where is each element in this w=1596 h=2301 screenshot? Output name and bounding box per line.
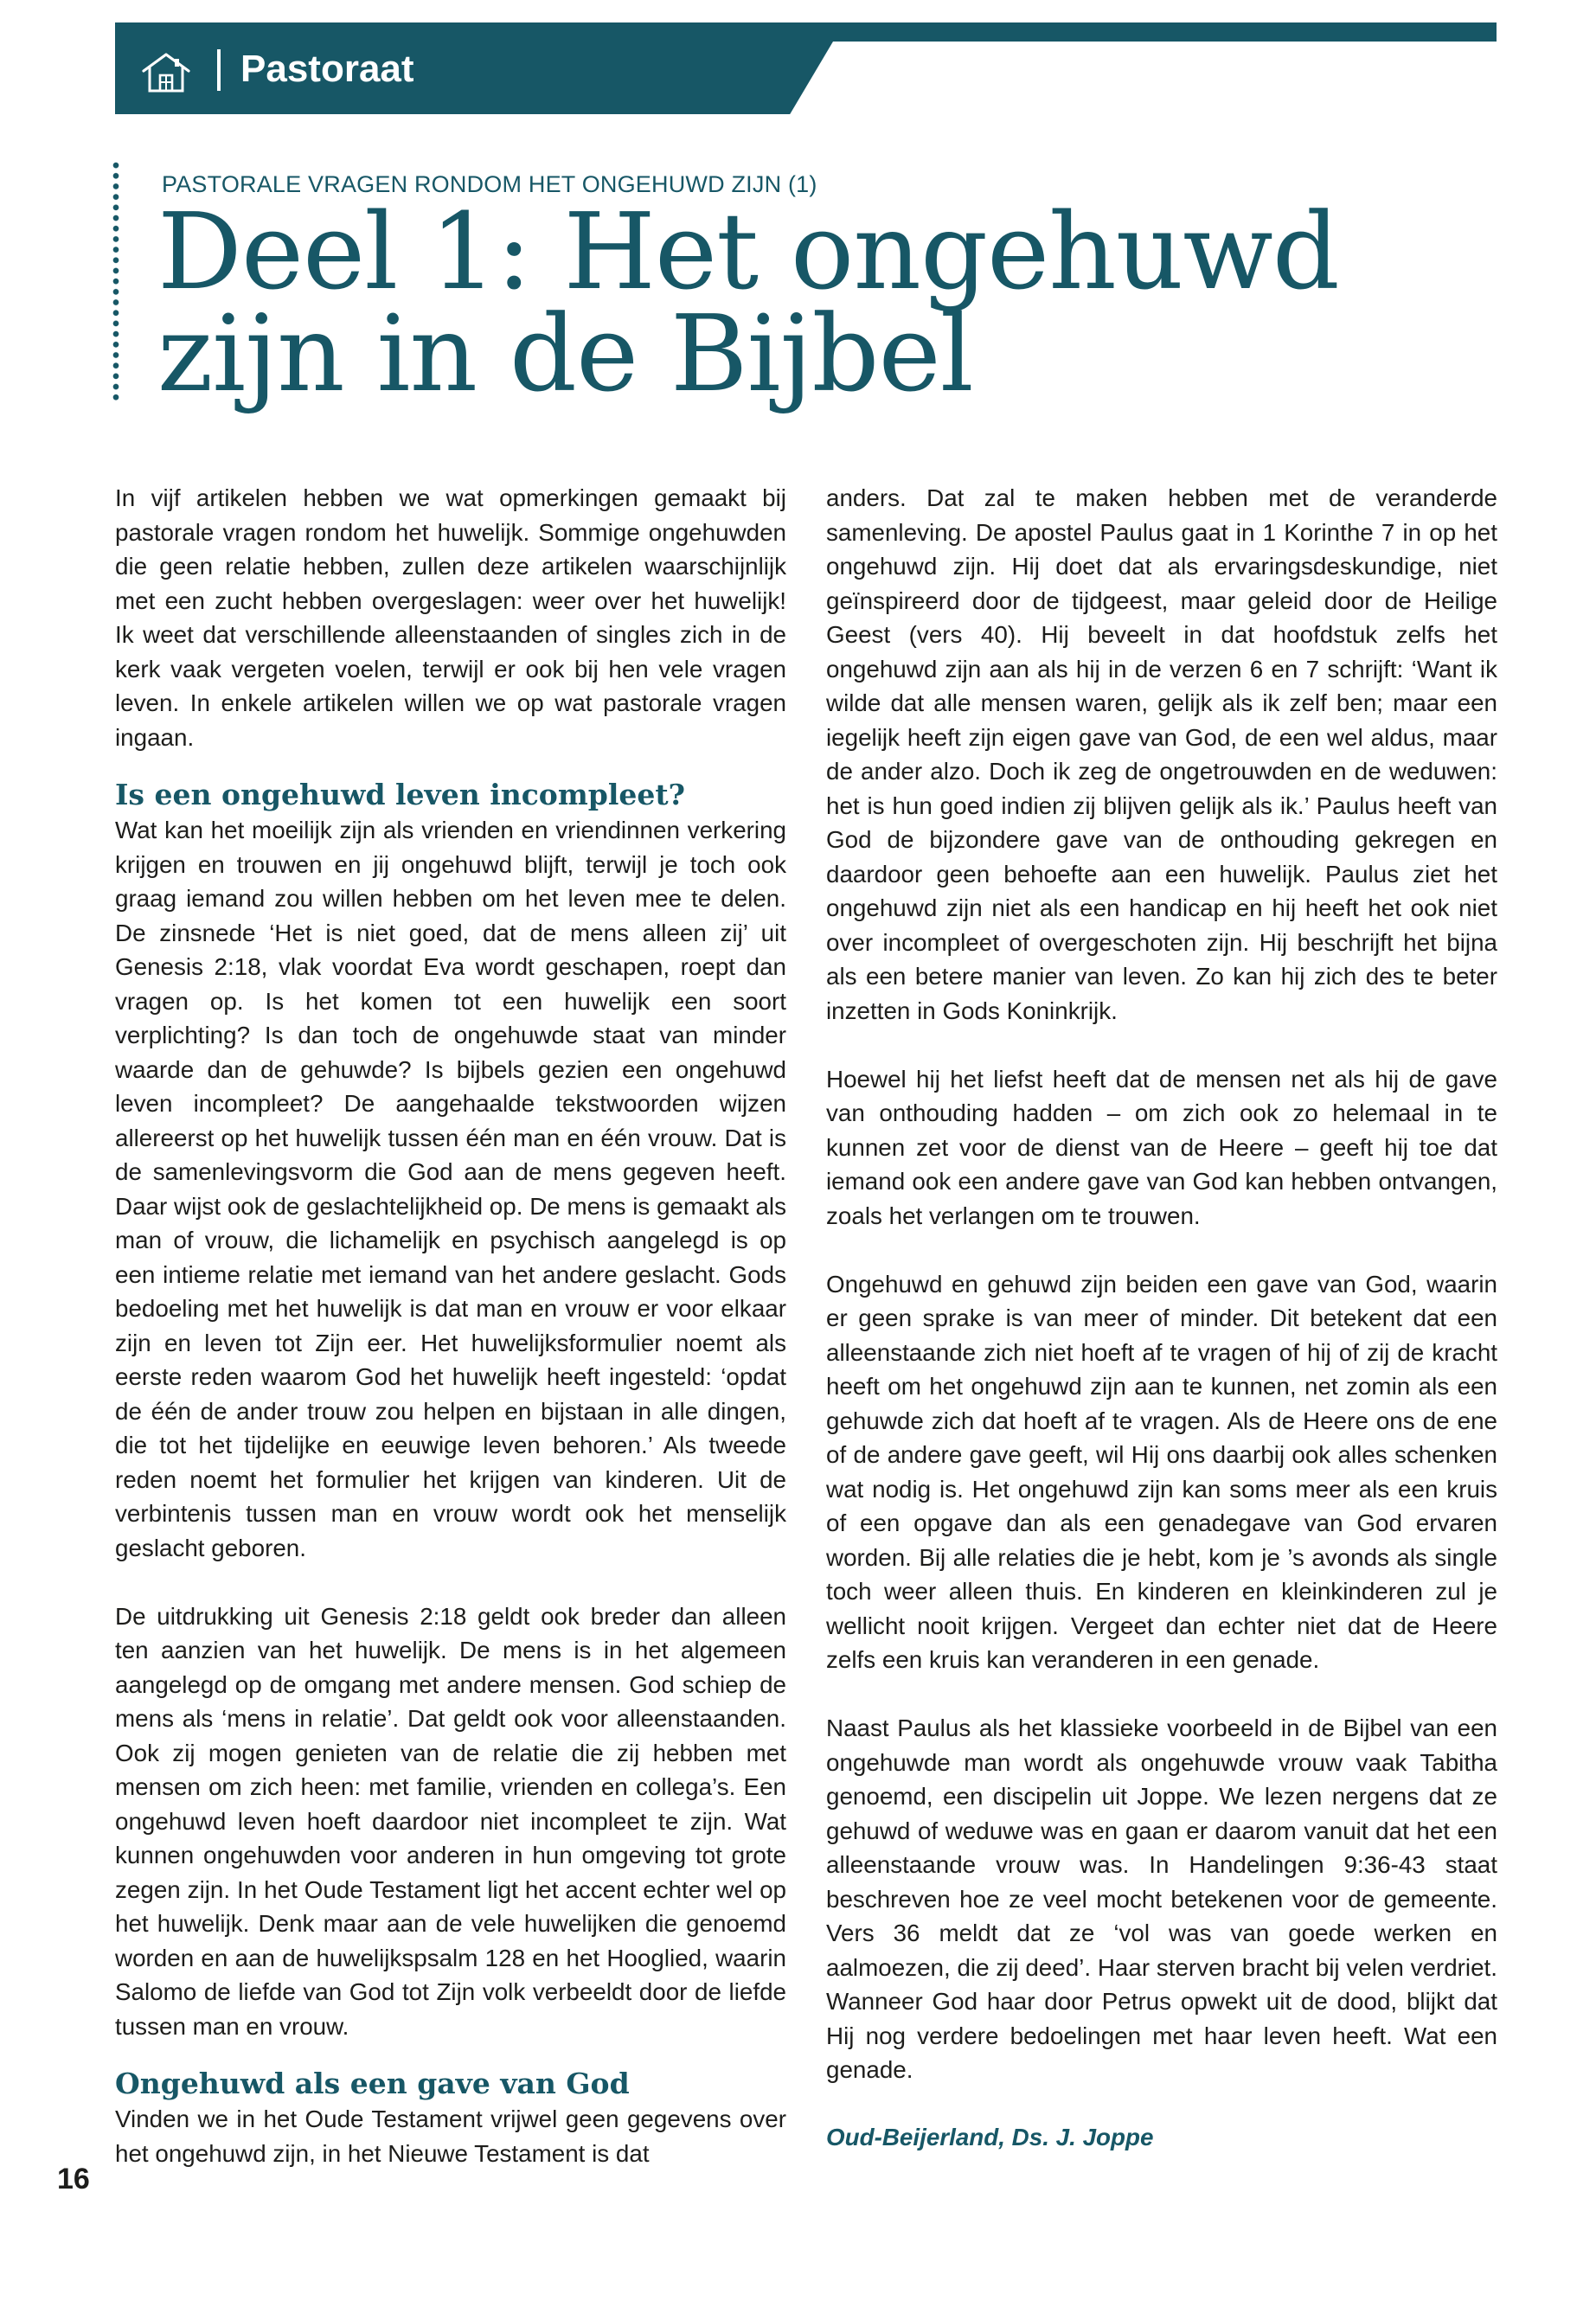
header-top-rule bbox=[115, 22, 1497, 42]
page-number: 16 bbox=[57, 2163, 90, 2195]
house-icon bbox=[138, 48, 194, 97]
paragraph: Hoewel hij het liefst heeft dat de mensen net als hij de gave van onthouding hadden – om zich ook zo helemaal in te kunnen zet voor de dienst van de Heere – geeft hij toe dat iemand ook een andere gave van God kan hebben ontvangen, zoals het verlangen om te trouwen. bbox=[826, 1065, 1497, 1229]
right-column bbox=[826, 481, 1497, 2154]
section-header-band bbox=[115, 42, 833, 114]
paragraph: Vinden we in het Oude Testament vrijwel geen gegevens over het ongehuwd zijn, in het Nieuwe Testament is dat bbox=[115, 2106, 786, 2167]
paragraph: Wat kan het moeilijk zijn als vrienden en vriendinnen verkering krijgen en trouwen en jij ongehuwd blijft, terwijl je toch ook graag iemand zou willen hebben om het leven mee te delen. De zinsnede ‘Het is niet goed, dat de mens alleen zij’ uit Genesis 2:18, vlak voordat Eva wordt geschapen, roept dan vragen op. Is het komen tot een huwelijk een soort verplichting? Is dan toch de ongehuwde staat van minder waarde dan de gehuwde? Is bijbels gezien een ongehuwd leven incompleet? De aangehaalde tekstwoorden wijzen allereerst op het huwelijk tussen één man en één vrouw. Dat is de samenlevingsvorm die God aan de mens gegeven heeft. Daar wijst ook de geslachtelijkheid op. De mens is gemaakt als man of vrouw, die lichamelijk en psychisch aangelegd is op een intieme relatie met iemand van het andere geslacht. Gods bedoeling met het huwelijk is dat man en vrouw er voor elkaar zijn en leven tot Zijn eer. Het huwelijksformulier noemt als eerste reden waarom God het huwelijk heeft ingesteld: ‘opdat de één de ander trouw zou helpen en bijstaan in alle dingen, die tot het tijdelijke en eeuwige leven behoren.’ Als tweede reden noemt het formulier het krijgen van kinderen. Uit de verbintenis tussen man en vrouw wordt ook het menselijk geslacht geboren. bbox=[115, 817, 786, 1561]
paragraph: Ongehuwd en gehuwd zijn beiden een gave van God, waarin er geen sprake is van meer of minder. Dit betekent dat een alleenstaande zich niet hoeft af te vragen of hij of zij de kracht heeft om het ongehuwd zijn aan te kunnen, net zomin als een gehuwde zich dat hoeft af te vragen. Als de Heere ons de ene of de andere gave geeft, wil Hij ons daarbij ook alles schenken wat nodig is. Het ongehuwd zijn kan soms meer als een kruis of een opgave dan als een genadegave van God ervaren worden. Bij alle relaties die je hebt, kom je ’s avonds als single toch weer alleen thuis. En kinderen en kleinkinderen zul je wellicht nooit krijgen. Vergeet dan echter niet dat de Heere zelfs een kruis kan veranderen in een genade. bbox=[826, 1270, 1497, 1673]
left-column bbox=[115, 481, 786, 2170]
article-title: Deel 1: Het ongehuwd zijn in de Bijbel bbox=[157, 190, 1339, 415]
paragraph: De uitdrukking uit Genesis 2:18 geldt ook breder dan alleen ten aanzien van het huwelijk. De mens is in het algemeen aangelegd op de omgang met andere mensen. God schiep de mens als ‘mens in relatie’. Dat geldt ook voor alleenstaanden. Ook zij mogen genieten van de relatie die zij hebben met mensen om zich heen: met familie, vrienden en collega’s. Een ongehuwd leven hoeft daardoor niet incompleet te zijn. Wat kunnen ongehuwden voor anderen in hun omgeving tot grote zegen zijn. In het Oude Testament ligt het accent echter wel op het huwelijk. Denk maar aan de vele huwelijken die genoemd worden en aan de huwelijkspsalm 128 en het Hooglied, waarin Salomo de liefde van God tot Zijn volk verbeeldt door de liefde tussen man en vrouw. bbox=[115, 1602, 786, 2040]
section-title: Pastoraat bbox=[240, 48, 414, 90]
paragraph: In vijf artikelen hebben we wat opmerkingen gemaakt bij pastorale vragen rondom het huwelijk. Sommige ongehuwden die geen relatie hebben, zullen deze artikelen waarschijnlijk met een zucht hebben overgeslagen: weer over het huwelijk! Ik weet dat verschillende alleenstaanden of singles zich in de kerk vaak vergeten voelen, terwijl er ook bij hen vele vragen leven. In enkele artikelen willen we op wat pastorale vragen ingaan. bbox=[115, 484, 786, 751]
subheading: Ongehuwd als een gave van God bbox=[115, 2067, 630, 2100]
subheading: Is een ongehuwd leven incompleet? bbox=[115, 778, 685, 811]
paragraph: Naast Paulus als het klassieke voorbeeld in de Bijbel van een ongehuwde man wordt als ongehuwde vrouw vaak Tabitha genoemd, een discipelin uit Joppe. We lezen nergens dat ze gehuwd of weduwe was en gaan er daarom vanuit dat het een alleenstaande vrouw was. In Handelingen 9:36-43 staat beschreven hoe ze veel mocht betekenen voor de gemeente. Vers 36 meldt dat ze ‘vol was van goede werken en aalmoezen, die zij deed’. Haar sterven bracht bij velen verdriet. Wanneer God haar door Petrus opwekt uit de dood, blijkt dat Hij nog verdere bedoelingen met haar leven heeft. Wat een genade. bbox=[826, 1715, 1497, 2083]
paragraph: anders. Dat zal te maken hebben met de veranderde samenleving. De apostel Paulus gaat in 1 Korinthe 7 in op het ongehuwd zijn. Hij doet dat als ervaringsdeskundige, niet geïnspireerd door de tijdgeest, maar geleid door de Heilige Geest (vers 40). Hij beveelt in dat hoofdstuk zelfs het ongehuwd zijn aan als hij in de verzen 6 en 7 schrijft: ‘Want ik wilde dat alle mensen waren, gelijk als ik zelf ben; maar een iegelijk heeft zijn eigen gave van God, de een wel aldus, maar de ander alzo. Doch ik zeg de ongetrouwden en de weduwen: het is hun goed indien zij blijven gelijk als ik.’ Paulus heeft van God de bijzondere gave van de onthouding gekregen en daardoor geen behoefte aan een huwelijk. Paulus ziet het ongehuwd zijn niet als een handicap en hij heeft het ook niet over incompleet of overgeschoten zijn. Hij beschrijft het bijna als een betere manier van leven. Zo kan hij zich des te beter inzetten in Gods Koninkrijk. bbox=[826, 484, 1497, 1024]
article-kicker: PASTORALE VRAGEN RONDOM HET ONGEHUWD ZIJN (1) bbox=[162, 171, 817, 197]
header-separator bbox=[217, 49, 221, 91]
dotted-accent-line bbox=[112, 160, 119, 402]
author-byline: Oud-Beijerland, Ds. J. Joppe bbox=[826, 2123, 1154, 2150]
